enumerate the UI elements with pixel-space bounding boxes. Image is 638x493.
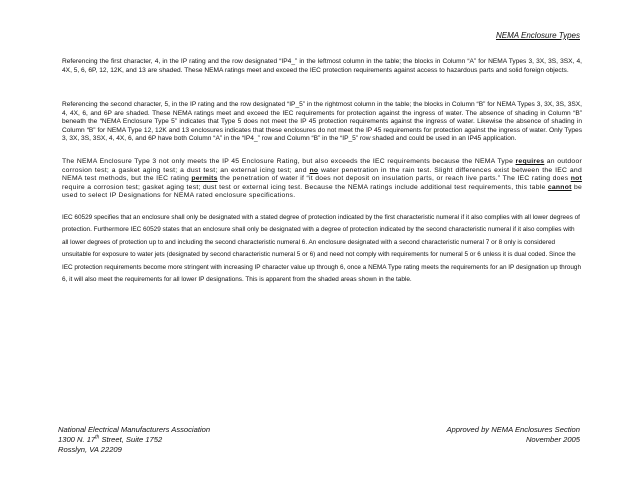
street-number: 1300 N. 17 <box>58 435 96 444</box>
paragraph-type3-comparison <box>62 158 582 201</box>
paragraph-first-character: Referencing the first character, 4, in the IP rating and the row designated “IP4_” in the leftmost column in the table; the blocks in Column “A” for NEMA Types 3, 3X, 3S, 3SX, 4, 4X, 5, 6, 6P, 12, 12K, and 13 are shaded. These NEMA ratings meet and exceed the IEC protection requirements against access to hazardous parts and solid foreign objects. <box>62 58 582 74</box>
text-segment: require a corrosion test; gasket aging test; dust test or external icing test. Because the NEMA ratings include additional test requirements, this table <box>62 183 548 191</box>
footer-approved-by: Approved by NEMA Enclosures Section <box>446 425 580 434</box>
text-segment: be used to select IP Designations for NEMA rated enclosure specifications. <box>62 183 582 200</box>
emphasis-requires: requires <box>515 158 545 165</box>
paragraph-iec-60529: IEC 60529 specifies that an enclosure shall only be designated with a stated degree of protection indicated by the first characteristic numeral if it also complies with all lower degrees of protection. Furthermore IEC 60529 states that an enclosure shall only be designated with a degree of protection indicated by the second characteristic numeral if it also complies with all lower degrees of protection up to and including the second characteristic numeral 6. An enclosure designated with a second characteristic numeral 7 or 8 only is considered unsuitable for exposure to water jets (designated by second characteristic numeral 5 or 6) and need not comply with requirements for numeral 5 or 6 unless it is dual coded. Since the IEC protection requirements become more stringent with increasing IP character value up through 6, once a NEMA Type rating meets the requirements for an IP designation up through 6, it will also meet the requirements for all lower IP designations. This is apparent from the shaded areas shown in the table. <box>62 214 581 284</box>
footer-address-block <box>58 425 210 455</box>
footer-city: Rosslyn, VA 22209 <box>58 445 122 454</box>
street-rest: Street, Suite 1752 <box>99 435 163 444</box>
header-title: NEMA Enclosure Types <box>495 31 580 40</box>
footer-approval-block <box>446 425 580 445</box>
text-segment: an outdoor corrosion test; a gasket aging test; a dust test; an external icing test; and <box>62 158 583 174</box>
emphasis-not: not <box>570 175 583 183</box>
text-segment: The NEMA Enclosure Type 3 not only meets the IP 45 Enclosure Rating, but also exceeds the IEC requirements because the NEMA Type <box>62 158 516 165</box>
emphasis-cannot: cannot <box>547 183 572 191</box>
emphasis-no: no <box>309 166 319 174</box>
footer-date: November 2005 <box>525 435 580 444</box>
text-segment: the penetration of water if “it does not deposit on insulation parts, or reach live parts.” The IEC rating does <box>217 175 571 183</box>
emphasis-permits: permits <box>191 175 218 183</box>
street-ordinal: th <box>95 434 100 441</box>
text-segment: water penetration in the rain test. Slight differences exist between the IEC and NEMA test methods, but the IEC rating <box>62 166 582 183</box>
paragraph-second-character: Referencing the second character, 5, in the IP rating and the row designated “IP_5” in the rightmost column in the table; the blocks in Column “B” for NEMA Types 3, 3X, 3S, 3SX, 4, 4X, 6, and 6P are shaded. These NEMA ratings meet and exceed the IEC requirements for protection against the ingress of water. The absence of shading in Column “B” beneath the “NEMA Enclosure Type 5” indicates that Type 5 does not meet the IP 45 protection requirements against the ingress of water. Likewise the absence of shading in Column “B” for NEMA Type 12, 12K and 13 enclosures indicates that these enclosures do not meet the IP 45 requirements for protection against the ingress of water. Only Types 3, 3X, 3S, 3SX, 4, 4X, 6, and 6P have both Column “A” in the “IP4_” row and Column “B” in the “IP_5” row shaded and could be used in an IP45 application. <box>62 101 582 143</box>
footer-street-address <box>58 435 210 445</box>
footer-org-name: National Electrical Manufacturers Association <box>58 425 211 434</box>
